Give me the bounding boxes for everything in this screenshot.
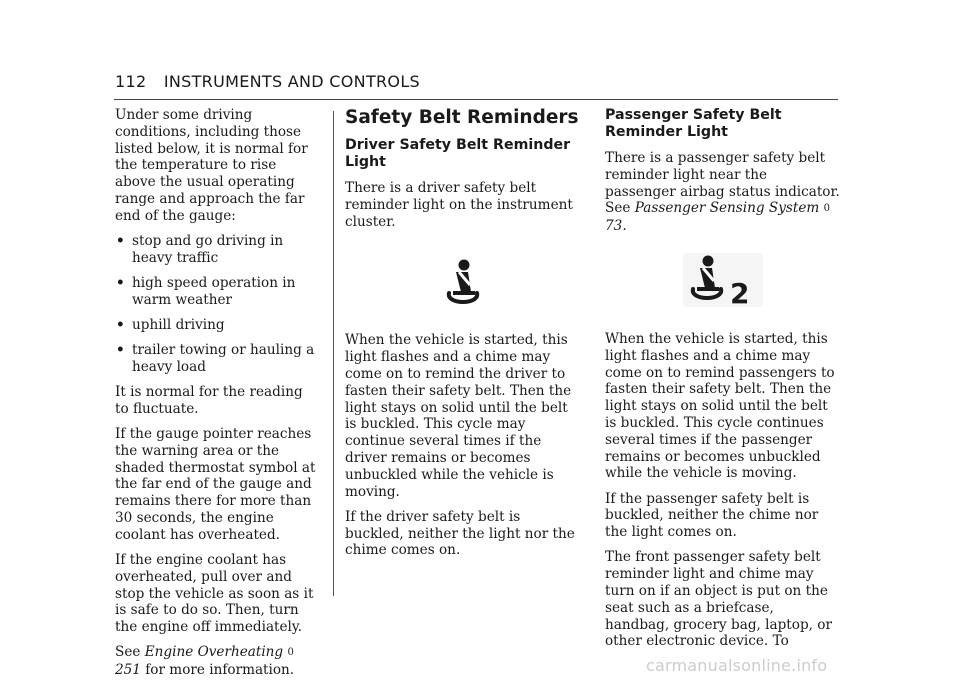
header-rule <box>114 99 838 100</box>
page-number: 112 <box>115 72 147 91</box>
bullet-marker: • <box>116 316 125 333</box>
driver-intro-paragraph: There is a driver safety belt reminder light on the instrument cluster. <box>345 180 573 230</box>
section-title: INSTRUMENTS AND CONTROLS <box>163 72 420 91</box>
passenger-icon-wrapper <box>605 251 840 309</box>
passenger-sensing-link[interactable]: Passenger Sensing System 0 73 <box>605 200 830 235</box>
page-arrow-icon: 0 <box>287 647 294 659</box>
list-item-text: trailer towing or hauling a heavy load <box>132 342 315 375</box>
passenger-intro-paragraph: There is a passenger safety belt reminder light near the passenger airbag status indicator. See Passenger Sensing System 0 73. <box>605 150 840 235</box>
passenger-buckled-paragraph: If the passenger safety belt is buckled, neither the chime nor the light comes on. <box>605 490 819 541</box>
bullet-marker: • <box>116 342 125 359</box>
bullet-marker: • <box>116 232 125 249</box>
passenger-seatbelt-reminder-icon <box>681 251 765 309</box>
seatbelt-reminder-icon <box>437 258 489 310</box>
fluctuate-paragraph: It is normal for the reading to fluctuate. <box>115 384 303 417</box>
driver-cycle-paragraph: When the vehicle is started, this light flashes and a chime may come on to remind the driver to fasten their safety belt. Then the light stays on solid until the belt is buckled. This cycle may continue several times if the driver remains or becomes unbuckled while the vehicle is moving. <box>345 332 572 500</box>
passenger-belt-heading: Passenger Safety Belt Reminder Light <box>605 107 782 140</box>
driver-belt-heading: Driver Safety Belt Reminder Light <box>345 137 571 170</box>
driver-buckled-paragraph: If the driver safety belt is buckled, neither the light nor the chime comes on. <box>345 508 575 559</box>
list-item <box>115 342 320 376</box>
page-arrow-icon: 0 <box>823 203 830 215</box>
see-reference-paragraph: See Engine Overheating 0 251 for more information. <box>115 644 295 679</box>
column-left <box>115 107 320 687</box>
column-divider <box>333 111 334 596</box>
pointer-paragraph: If the gauge pointer reaches the warning area or the shaded thermostat symbol at the far end of the gauge and remains there for more than 30 seconds, the engine coolant has overheated. <box>115 426 316 543</box>
list-item-text: uphill driving <box>132 316 225 333</box>
section-heading: Safety Belt Reminders <box>345 107 579 128</box>
column-middle <box>345 107 580 568</box>
page-header <box>115 72 420 91</box>
list-item <box>115 317 320 334</box>
list-item-text: high speed operation in warm weather <box>132 274 296 308</box>
column-right <box>605 107 840 659</box>
bullet-marker: • <box>116 274 125 291</box>
passenger-number-label: 2 <box>729 276 749 309</box>
list-item-text: stop and go driving in heavy traffic <box>132 232 284 266</box>
list-item <box>115 275 320 309</box>
list-item <box>115 233 320 267</box>
overheated-paragraph: If the engine coolant has overheated, pull over and stop the vehicle as soon as it is safe to do so. Then, turn the engine off immediately. <box>115 552 314 636</box>
driver-icon-wrapper <box>345 258 580 310</box>
passenger-cycle-paragraph: When the vehicle is started, this light flashes and a chime may come on to remind passengers to fasten their safety belt. Then the light stays on solid until the belt is buckled. This cycle continues several times if the passenger remains or becomes unbuckled while the vehicle is moving. <box>605 330 835 482</box>
watermark: carmanualsonline.info <box>646 656 828 675</box>
engine-overheating-link[interactable]: Engine Overheating 0 251 <box>115 644 294 679</box>
intro-paragraph: Under some driving conditions, including those listed below, it is normal for the temperature to rise above the usual operating range and approach the far end of the gauge: <box>115 107 308 224</box>
passenger-object-paragraph: The front passenger safety belt reminder light and chime may turn on if an object is put on the seat such as a briefcase, handbag, grocery bag, laptop, or other electronic device. To <box>605 549 832 650</box>
